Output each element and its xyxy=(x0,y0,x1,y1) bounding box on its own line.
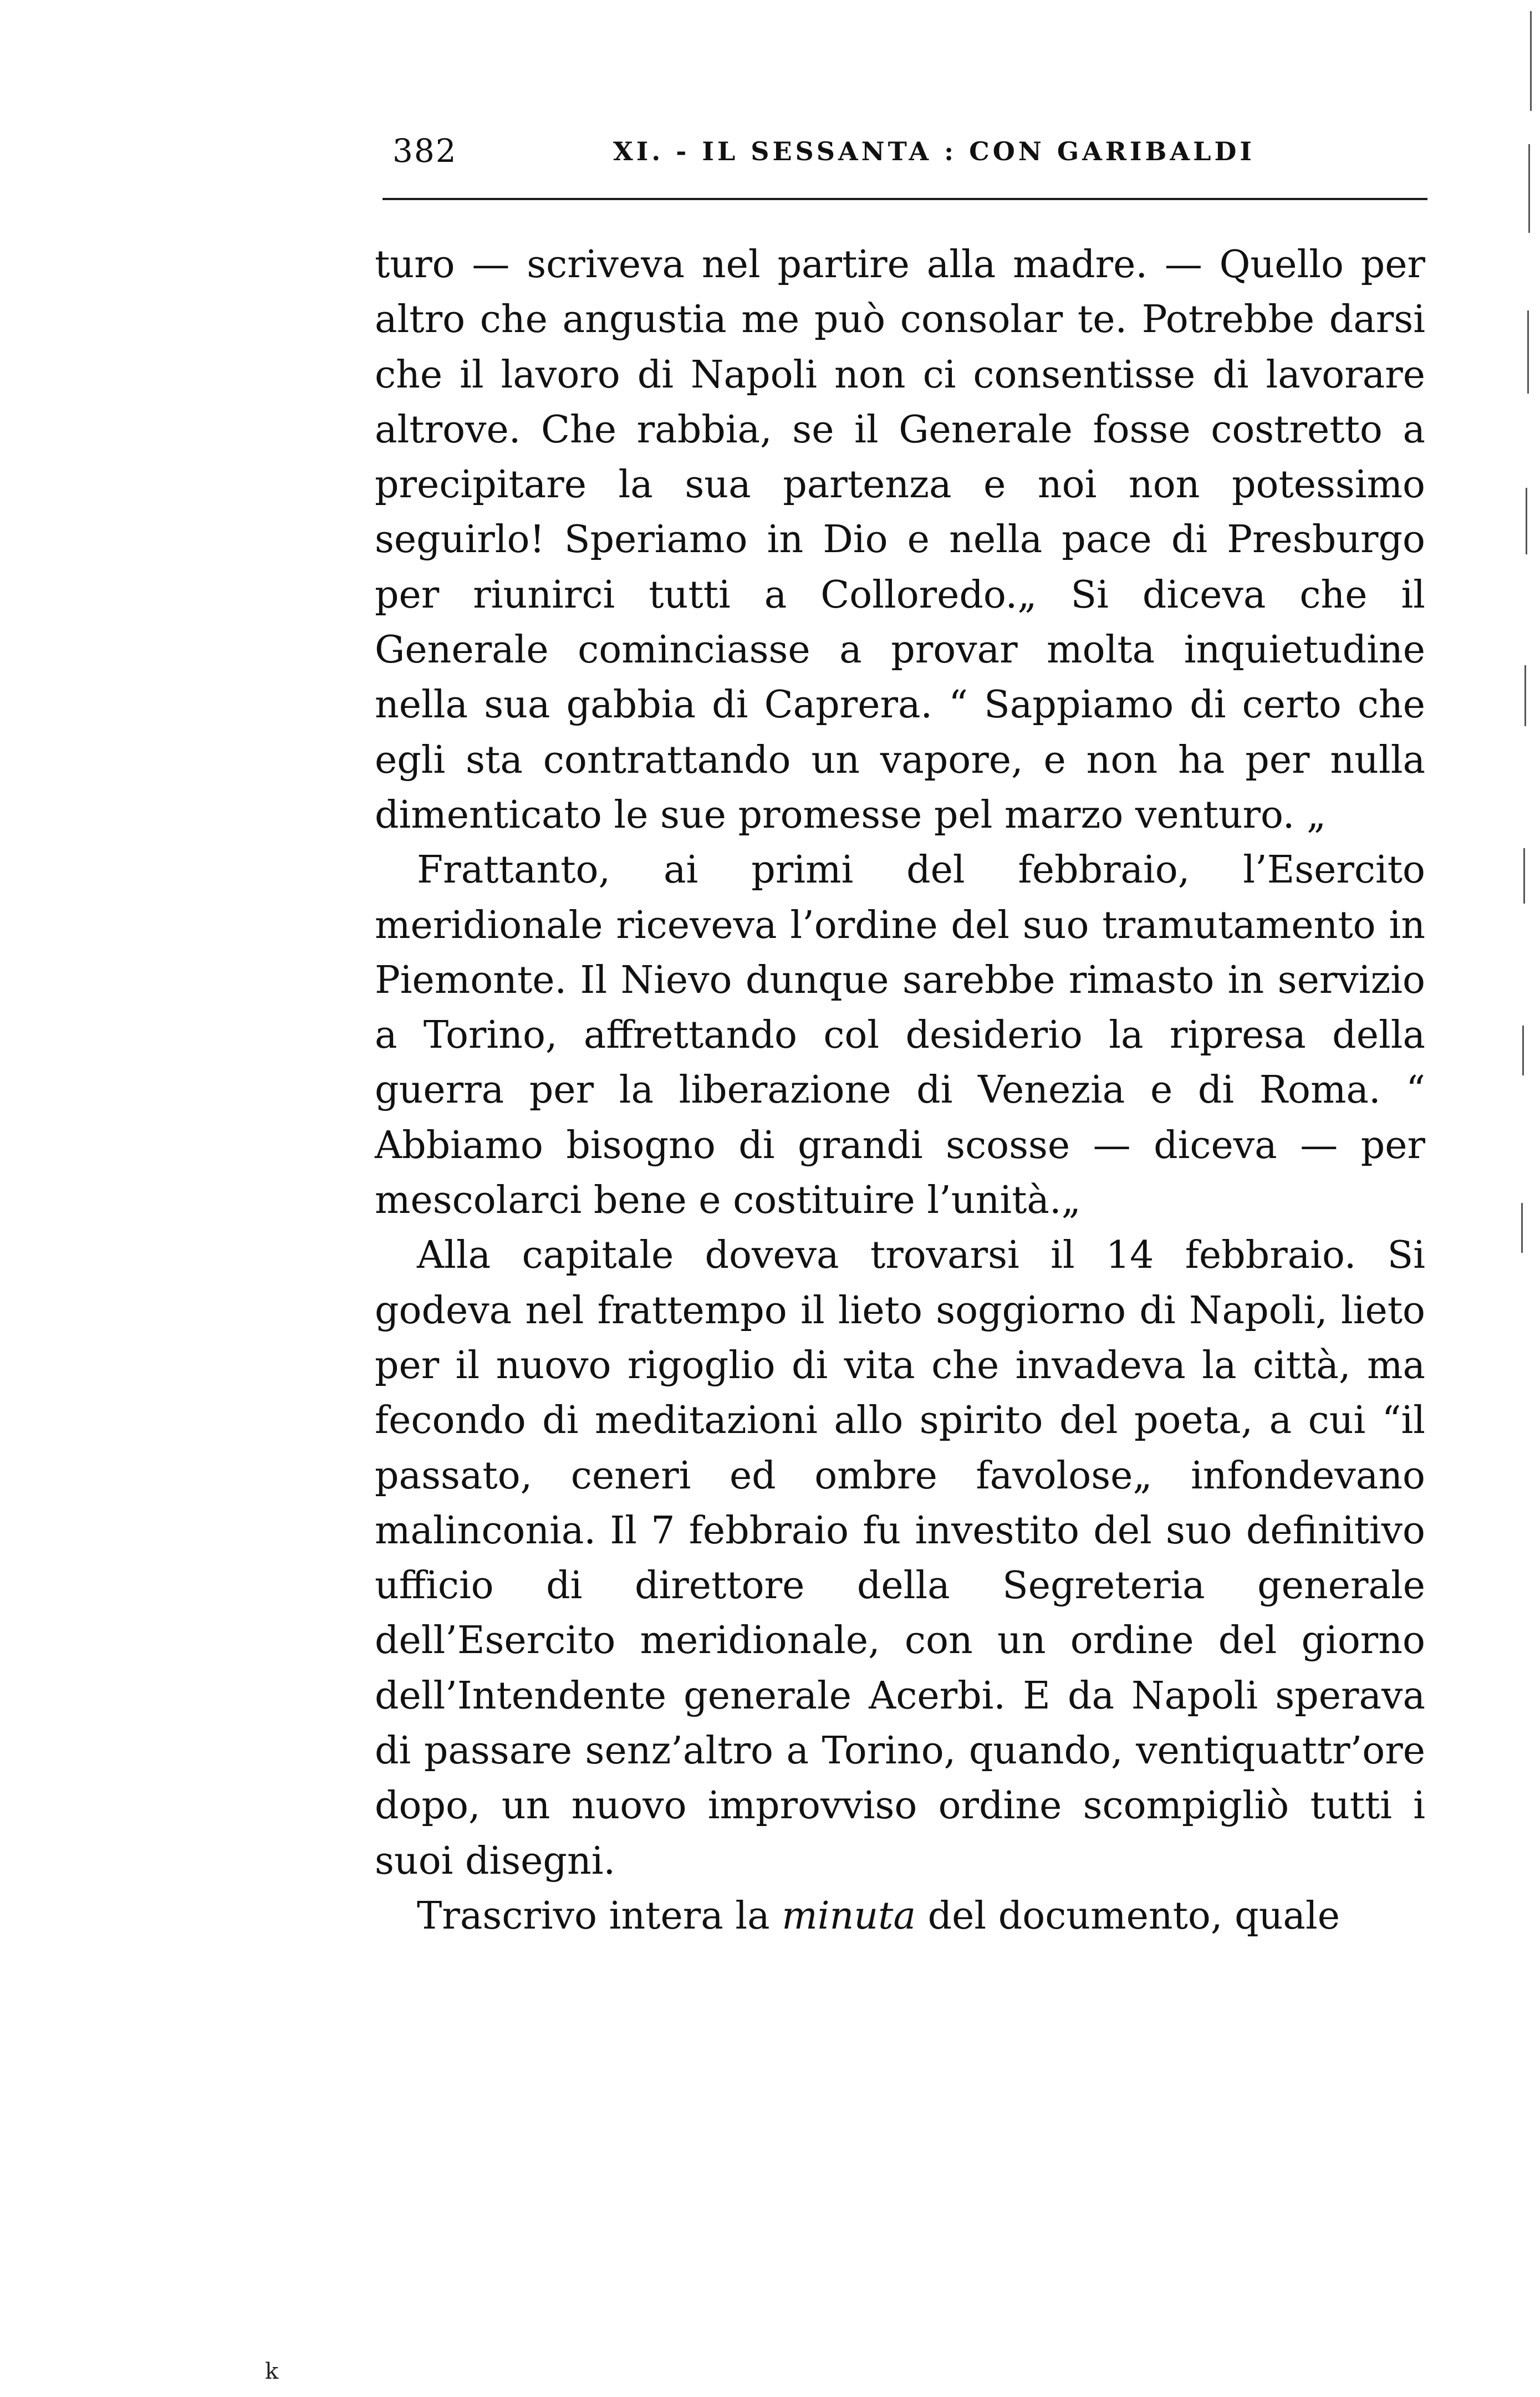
paragraph-1: turo — scriveva nel partire alla madre. — Quello per altro che angustia me può consolar te. Potrebbe darsi che il lavoro di Napoli non ci consentisse di lavorare altrove. Che rabbia, se il Generale fosse costretto a precipitare la sua partenza e noi non potessimo seguirlo! Speriamo in Dio e nella pace di Presburgo per riunirci tutti a Colloredo.„ Si diceva che il Generale cominciasse a provar molta inquietudine nella sua gabbia di Caprera. “ Sappiamo di certo che egli sta contrattando un vapore, e non ha per nulla dimenticato le sue promesse pel marzo venturo. „ xyxy=(375,243,1425,837)
scan-edge-mark xyxy=(1521,1203,1523,1253)
page-header xyxy=(392,132,1426,176)
scan-edge-mark xyxy=(1523,848,1525,904)
scan-edge-mark xyxy=(1528,144,1530,233)
scan-edge-mark xyxy=(1522,1026,1524,1075)
page-number: 382 xyxy=(392,132,457,170)
paragraph-2: Frattanto, ai primi del febbraio, l’Esercito meridionale riceveva l’ordine del suo tramutamento in Piemonte. Il Nievo dunque sarebbe rimasto in servizio a Torino, affrettando col desiderio la ripresa della guerra per la liberazione di Venezia e di Roma. “ Abbiamo bisogno di grandi scosse — diceva — per mescolarci bene e costituire l’unità.„ xyxy=(375,848,1425,1223)
paragraph-3: Alla capitale doveva trovarsi il 14 febbraio. Si godeva nel frattempo il lieto soggiorno di Napoli, lieto per il nuovo rigoglio di vita che invadeva la città, ma fecondo di meditazioni allo spirito del poeta, a cui “il passato, ceneri ed ombre favolose„ infondevano malinconia. Il 7 febbraio fu investito del suo definitivo ufficio di direttore della Segreteria generale dell’Esercito meridionale, con un ordine del giorno dell’Intendente generale Acerbi. E da Napoli sperava di passare senz’altro a Torino, quando, ventiquattr’ore dopo, un nuovo improvviso ordine scompigliò tutti i suoi disegni. xyxy=(375,1233,1425,1883)
scan-edge-mark xyxy=(1526,488,1527,554)
header-rule xyxy=(383,198,1427,200)
footer-mark: k xyxy=(265,2359,279,2384)
paragraph-4-italic: minuta xyxy=(782,1894,916,1938)
scan-edge-mark xyxy=(1530,11,1532,111)
scan-edge-mark xyxy=(1524,665,1526,726)
paragraph-4-end: del documento, quale xyxy=(915,1894,1340,1938)
body-text xyxy=(375,237,1425,1944)
paragraph-4 xyxy=(375,1889,1425,1944)
running-head: XI. - IL SESSANTA : CON GARIBALDI xyxy=(613,136,1255,166)
paragraph-4-start: Trascrivo intera la xyxy=(417,1894,782,1938)
scan-edge-mark xyxy=(1527,310,1529,394)
